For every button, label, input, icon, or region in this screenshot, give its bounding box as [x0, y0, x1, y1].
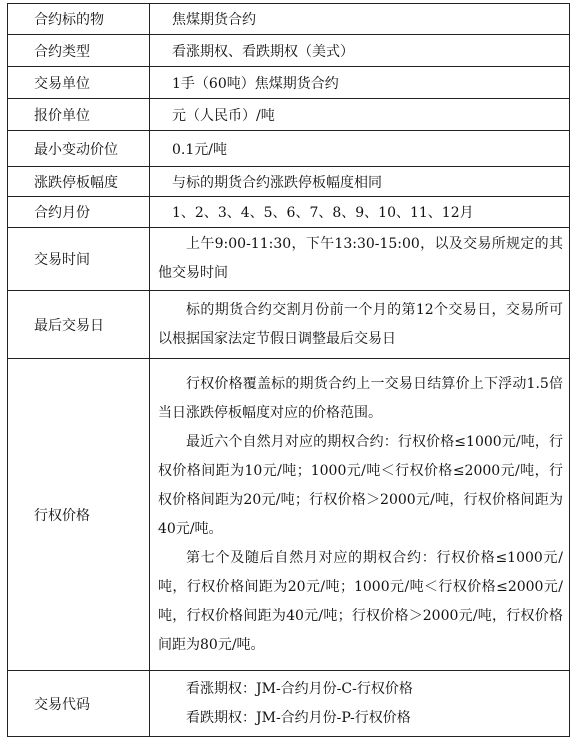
- row-label-last-trading-day: 最后交易日: [8, 291, 150, 359]
- row-label-strike-price: 行权价格: [8, 359, 150, 671]
- row-value-last-trading-day: 标的期货合约交割月份前一个月的第12个交易日，交易所可以根据国家法定节假日调整最后交易日: [150, 291, 570, 359]
- row-value-quote-unit: 元（人民币）/吨: [150, 99, 570, 131]
- row-value-price-limit: 与标的期货合约涨跌停板幅度相同: [150, 167, 570, 197]
- table-row: [8, 359, 570, 671]
- put-code-line: 看跌期权：JM-合约月份-P-行权价格: [186, 709, 411, 726]
- row-label-tick-size: 最小变动价位: [8, 131, 150, 167]
- table-row: [8, 167, 570, 197]
- row-label-contract-months: 合约月份: [8, 197, 150, 228]
- row-value-contract-type: 看涨期权、看跌期权（美式）: [150, 35, 570, 67]
- row-label-trading-unit: 交易单位: [8, 67, 150, 99]
- row-value-tick-size: 0.1元/吨: [150, 131, 570, 167]
- table-row: [8, 4, 570, 35]
- table-row: [8, 197, 570, 228]
- call-code-line: 看涨期权：JM-合约月份-C-行权价格: [186, 680, 413, 697]
- row-value-trading-code: [150, 671, 570, 737]
- table-row: [8, 67, 570, 99]
- strike-paragraph: 最近六个自然月对应的期权合约：行权价格≤1000元/吨，行权价格间距为10元/吨；1000元/吨＜行权价格≤2000元/吨，行权价格间距为20元/吨；行权价格＞2000元/吨，行权价格间距为40元/吨。: [158, 433, 563, 537]
- table-row: [8, 291, 570, 359]
- table-row: [8, 228, 570, 291]
- row-label-price-limit: 涨跌停板幅度: [8, 167, 150, 197]
- table-row: [8, 99, 570, 131]
- row-value-trading-hours: 上午9:00-11:30，下午13:30-15:00，以及交易所规定的其他交易时间: [150, 228, 570, 291]
- row-value-strike-price: [150, 359, 570, 671]
- row-value-contract-months: 1、2、3、4、5、6、7、8、9、10、11、12月: [150, 197, 570, 228]
- row-label-trading-hours: 交易时间: [8, 228, 150, 291]
- row-label-quote-unit: 报价单位: [8, 99, 150, 131]
- row-value-trading-unit: 1手（60吨）焦煤期货合约: [150, 67, 570, 99]
- row-label-underlying: 合约标的物: [8, 4, 150, 35]
- row-label-trading-code: 交易代码: [8, 671, 150, 737]
- strike-paragraph: 第七个及随后自然月对应的期权合约：行权价格≤1000元/吨，行权价格间距为20元/吨；1000元/吨＜行权价格≤2000元/吨，行权价格间距为40元/吨；行权价格＞2000元/吨，行权价格间距为80元/吨。: [158, 549, 563, 653]
- row-value-underlying: 焦煤期货合约: [150, 4, 570, 35]
- table-row: [8, 35, 570, 67]
- table-row: [8, 671, 570, 737]
- row-label-contract-type: 合约类型: [8, 35, 150, 67]
- table-row: [8, 131, 570, 167]
- option-contract-table: [7, 3, 570, 737]
- strike-paragraph: 行权价格覆盖标的期货合约上一交易日结算价上下浮动1.5倍当日涨跌停板幅度对应的价格范围。: [158, 375, 563, 421]
